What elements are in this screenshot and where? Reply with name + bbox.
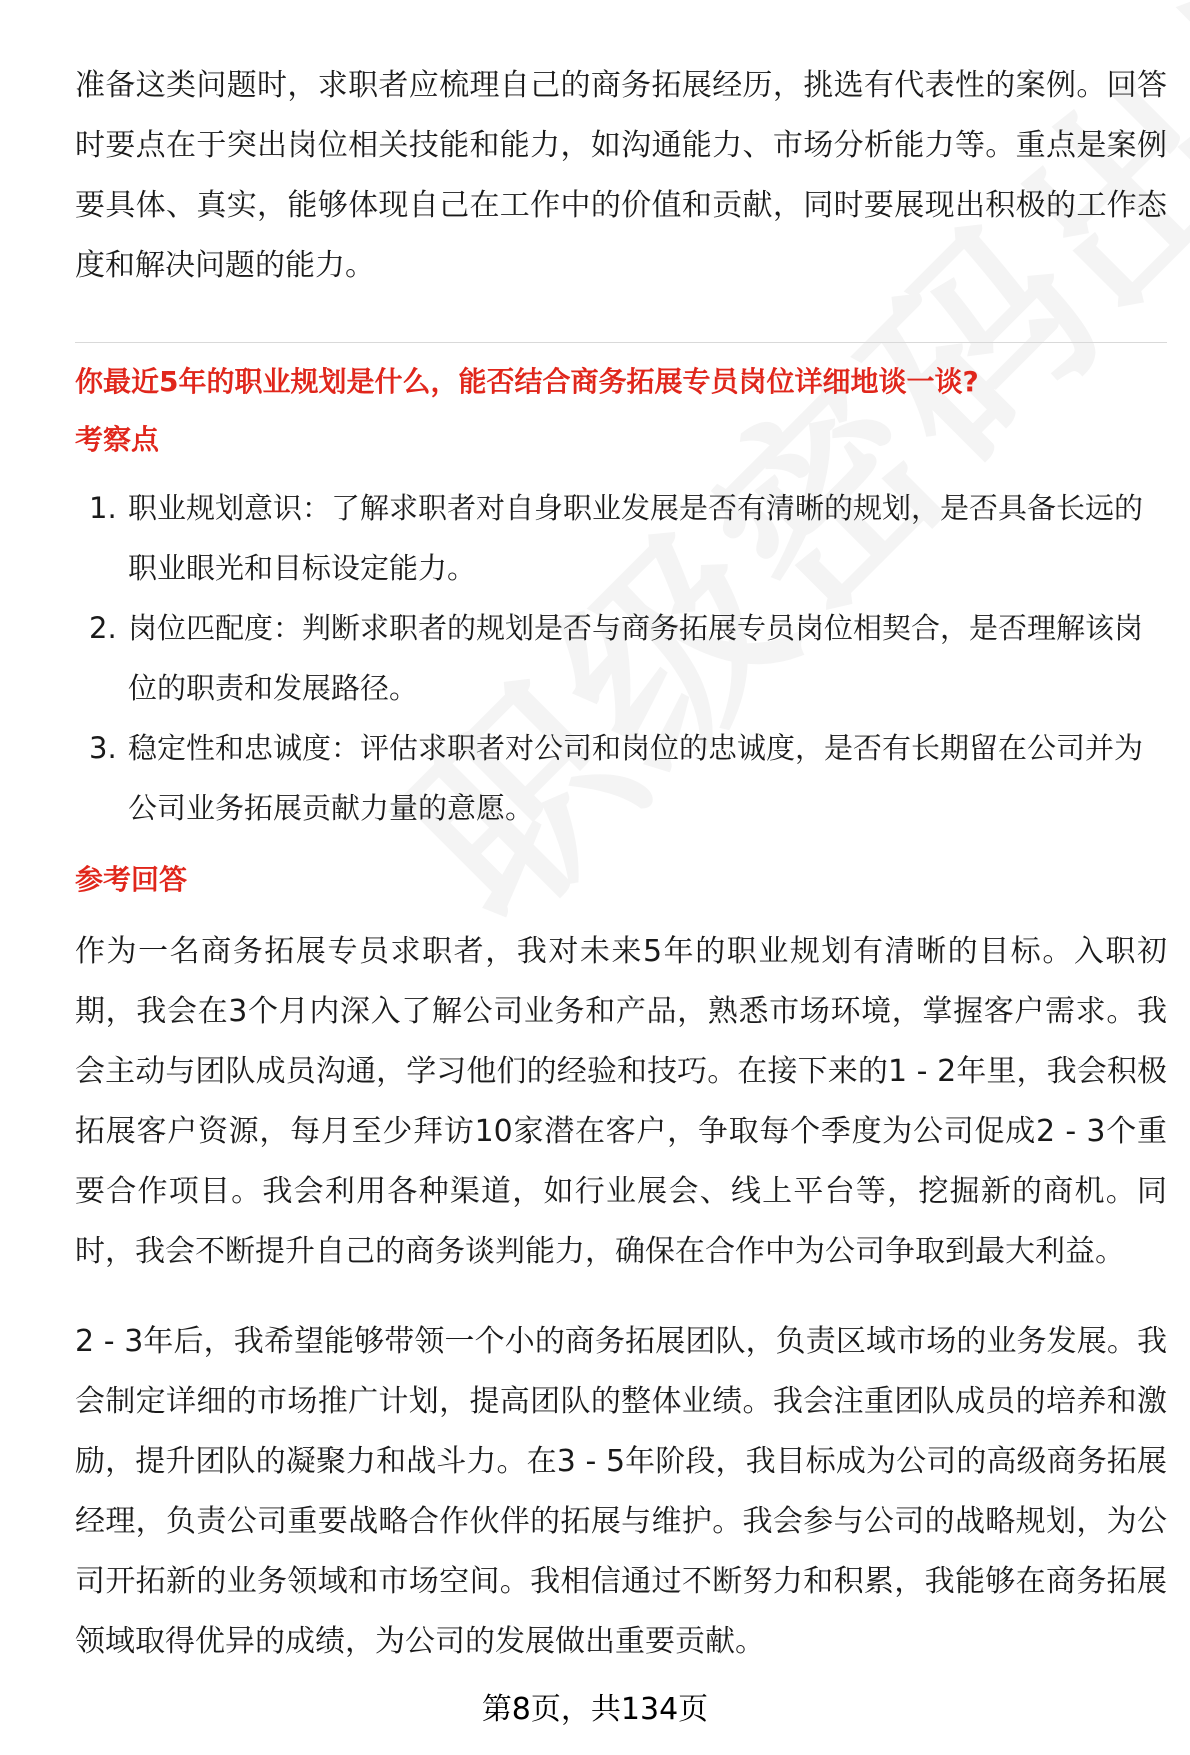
list-item: [75, 718, 1167, 838]
list-item-text: 职业规划意识：了解求职者对自身职业发展是否有清晰的规划，是否具备长远的职业眼光和目标设定能力。: [128, 491, 1144, 585]
document-body: [75, 56, 1167, 1672]
answer-paragraph-1: 作为一名商务拓展专员求职者，我对未来5年的职业规划有清晰的目标。入职初期，我会在3个月内深入了解公司业务和产品，熟悉市场环境，掌握客户需求。我会主动与团队成员沟通，学习他们的经验和技巧。在接下来的1 - 2年里，我会积极拓展客户资源，每月至少拜访10家潜在客户，争取每个季度为公司促成2 - 3个重要合作项目。我会利用各种渠道，如行业展会、线上平台等，挖掘新的商机。同时，我会不断提升自己的商务谈判能力，确保在合作中为公司争取到最大利益。: [75, 934, 1167, 1269]
exam-points-heading: 考察点: [75, 423, 160, 456]
reference-answer-heading: 参考回答: [75, 863, 188, 896]
exam-points-list: [75, 478, 1167, 838]
list-item-number: 3.: [89, 731, 117, 765]
list-item-number: 1.: [89, 491, 117, 525]
question-title: 你最近5年的职业规划是什么，能否结合商务拓展专员岗位详细地谈一谈?: [75, 365, 979, 398]
section-divider: [75, 342, 1167, 343]
list-item: [75, 478, 1167, 598]
page-number: 第8页，共134页: [481, 1692, 709, 1727]
answer-paragraph-2: 2 - 3年后，我希望能够带领一个小的商务拓展团队，负责区域市场的业务发展。我会制定详细的市场推广计划，提高团队的整体业绩。我会注重团队成员的培养和激励，提升团队的凝聚力和战斗力。在3 - 5年阶段，我目标成为公司的高级商务拓展经理，负责公司重要战略合作伙伴的拓展与维护。我会参与公司的战略规划，为公司开拓新的业务领域和市场空间。我相信通过不断努力和积累，我能够在商务拓展领域取得优异的成绩，为公司的发展做出重要贡献。: [75, 1324, 1167, 1659]
list-item-text: 稳定性和忠诚度：评估求职者对公司和岗位的忠诚度，是否有长期留在公司并为公司业务拓展贡献力量的意愿。: [128, 731, 1144, 825]
list-item-text: 岗位匹配度：判断求职者的规划是否与商务拓展专员岗位相契合，是否理解该岗位的职责和发展路径。: [128, 611, 1144, 705]
list-item-number: 2.: [89, 611, 117, 645]
intro-paragraph: 准备这类问题时，求职者应梳理自己的商务拓展经历，挑选有代表性的案例。回答时要点在于突出岗位相关技能和能力，如沟通能力、市场分析能力等。重点是案例要具体、真实，能够体现自己在工作中的价值和贡献，同时要展现出积极的工作态度和解决问题的能力。: [75, 68, 1167, 283]
list-item: [75, 598, 1167, 718]
